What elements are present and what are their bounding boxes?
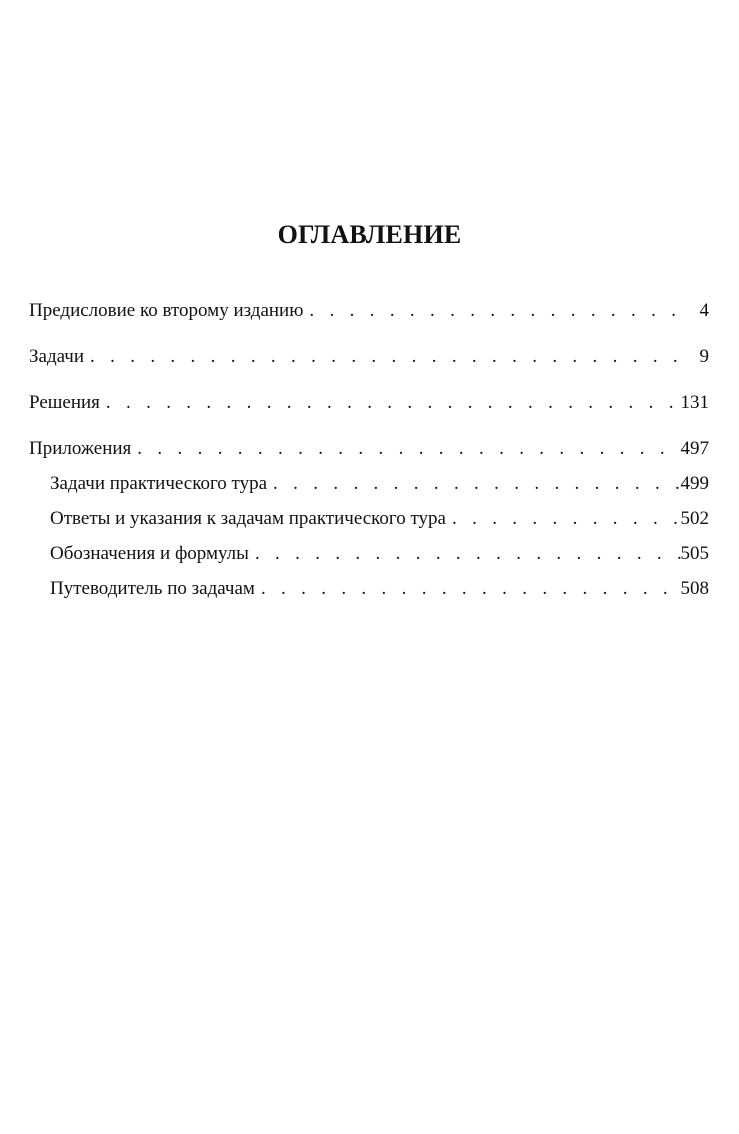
toc-dot-leader <box>90 346 681 368</box>
toc-entry-label: Решения <box>29 392 100 413</box>
toc-page-number: 9 <box>699 346 709 367</box>
toc-page-number: 497 <box>680 438 709 459</box>
toc-dot-leader <box>137 438 680 460</box>
toc-title: ОГЛАВЛЕНИЕ <box>277 220 462 249</box>
toc-entry-label: Обозначения и формулы <box>50 543 249 564</box>
toc-entry-solutions[interactable] <box>29 392 709 438</box>
toc-dot-leader <box>106 392 681 414</box>
toc-page-number: 499 <box>680 473 709 494</box>
toc-page-number: 4 <box>699 300 709 321</box>
toc-entry-label: Приложения <box>29 438 132 459</box>
toc-entry-label: Ответы и указания к задачам практического тура <box>50 508 446 529</box>
toc-entry-label: Задачи практического тура <box>50 473 268 494</box>
toc-page-number: 131 <box>680 392 709 413</box>
toc-entry-guide[interactable] <box>29 578 709 613</box>
toc-entry-label: Предисловие ко второму изданию <box>29 300 304 321</box>
toc-entry-label: Путеводитель по задачам <box>50 578 255 599</box>
toc-entry-practical-answers[interactable] <box>29 508 709 543</box>
toc-list <box>29 300 709 613</box>
toc-page-number: 502 <box>680 508 709 529</box>
toc-entry-appendices[interactable] <box>29 438 709 473</box>
toc-entry-preface[interactable] <box>29 300 709 346</box>
toc-dot-leader <box>452 508 681 530</box>
toc-dot-leader <box>309 300 681 322</box>
toc-entry-practical-problems[interactable] <box>29 473 709 508</box>
toc-page-number: 508 <box>680 578 709 599</box>
toc-entry-problems[interactable] <box>29 346 709 392</box>
toc-dot-leader <box>273 473 680 495</box>
toc-dot-leader <box>255 543 681 565</box>
toc-entry-notation[interactable] <box>29 543 709 578</box>
toc-page-number: 505 <box>680 543 709 564</box>
toc-dot-leader <box>261 578 681 600</box>
toc-entry-label: Задачи <box>29 346 85 367</box>
